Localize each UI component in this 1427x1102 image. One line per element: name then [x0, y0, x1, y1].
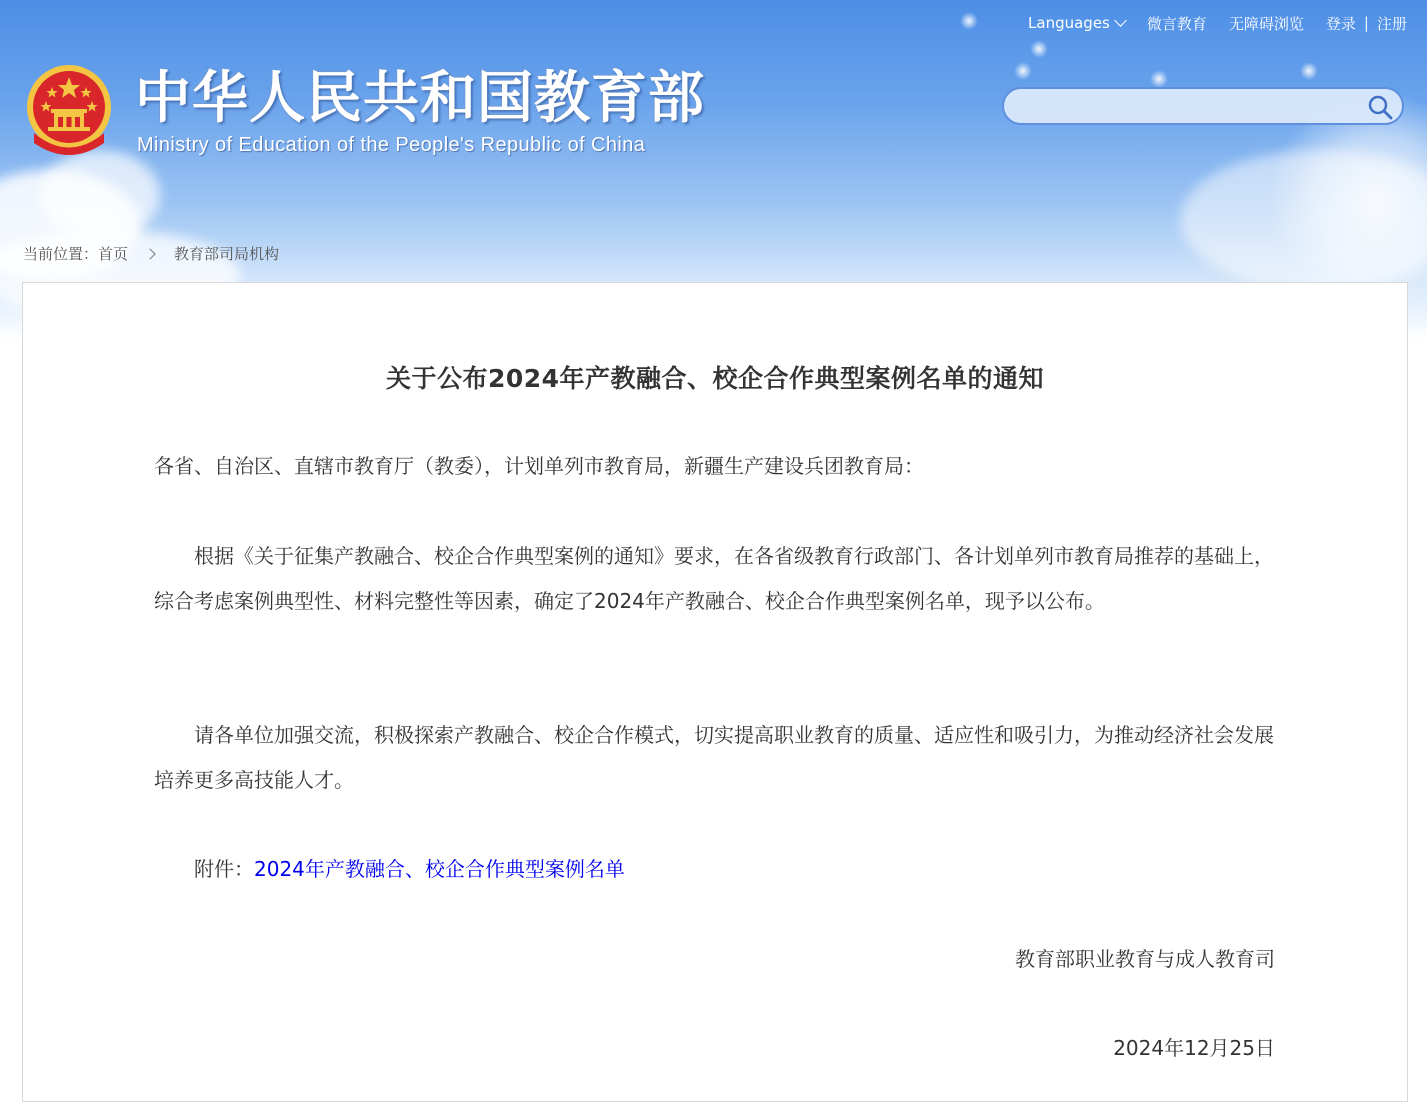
breadcrumb-home-link[interactable]: 首页: [98, 245, 129, 263]
login-link[interactable]: 登录: [1325, 14, 1356, 33]
languages-dropdown[interactable]: [1028, 14, 1125, 32]
article-salutation: 各省、自治区、直辖市教育厅（教委），计划单列市教育局，新疆生产建设兵团教育局：: [154, 454, 924, 478]
national-emblem-icon[interactable]: [24, 63, 114, 159]
dandelion-seed-decoration: [960, 12, 978, 30]
attachment-label: 附件：: [194, 857, 254, 881]
dandelion-seed-decoration: [1150, 70, 1168, 88]
dandelion-seed-decoration: [1300, 62, 1318, 80]
dandelion-seed-decoration: [1030, 40, 1048, 58]
dandelion-seed-decoration: [1014, 62, 1032, 80]
accessibility-link[interactable]: 无障碍浏览: [1228, 14, 1304, 33]
breadcrumb: [23, 243, 279, 264]
site-subtitle: Ministry of Education of the People's Republic of China: [137, 134, 646, 156]
article-paragraph: 根据《关于征集产教融合、校企合作典型案例的通知》要求，在各省级教育行政部门、各计划单列市教育局推荐的基础上，综合考虑案例典型性、材料完整性等因素，确定了2024年产教融合、校企合作典型案例名单，现予以公布。: [154, 544, 1274, 613]
search-icon[interactable]: [1366, 93, 1394, 121]
article-paragraph: 请各单位加强交流，积极探索产教融合、校企合作模式，切实提高职业教育的质量、适应性和吸引力，为推动经济社会发展培养更多高技能人才。: [154, 723, 1274, 792]
languages-link[interactable]: Languages: [1028, 14, 1110, 32]
article-signature: 教育部职业教育与成人教育司: [1015, 947, 1275, 971]
link-separator: |: [1363, 14, 1369, 32]
attachment-link[interactable]: 2024年产教融合、校企合作典型案例名单: [254, 857, 625, 881]
article-container: [22, 282, 1408, 1102]
cloud-decoration: [40, 150, 160, 240]
top-links-bar: [1028, 12, 1407, 34]
search-input[interactable]: [1018, 89, 1362, 125]
breadcrumb-current-link[interactable]: 教育部司局机构: [174, 245, 280, 263]
register-link[interactable]: 注册: [1376, 14, 1407, 33]
article-title: 关于公布2024年产教融合、校企合作典型案例名单的通知: [385, 364, 1045, 393]
article-date: 2024年12月25日: [1113, 1036, 1275, 1060]
chevron-right-icon: [144, 248, 155, 259]
attachment-line: [154, 847, 1274, 892]
search-bar: [1002, 87, 1404, 125]
weiyan-education-link[interactable]: 微言教育: [1146, 14, 1207, 33]
site-title[interactable]: 中华人民共和国教育部: [135, 66, 705, 131]
breadcrumb-prefix: 当前位置：: [23, 245, 99, 263]
chevron-down-icon: [1114, 14, 1127, 27]
